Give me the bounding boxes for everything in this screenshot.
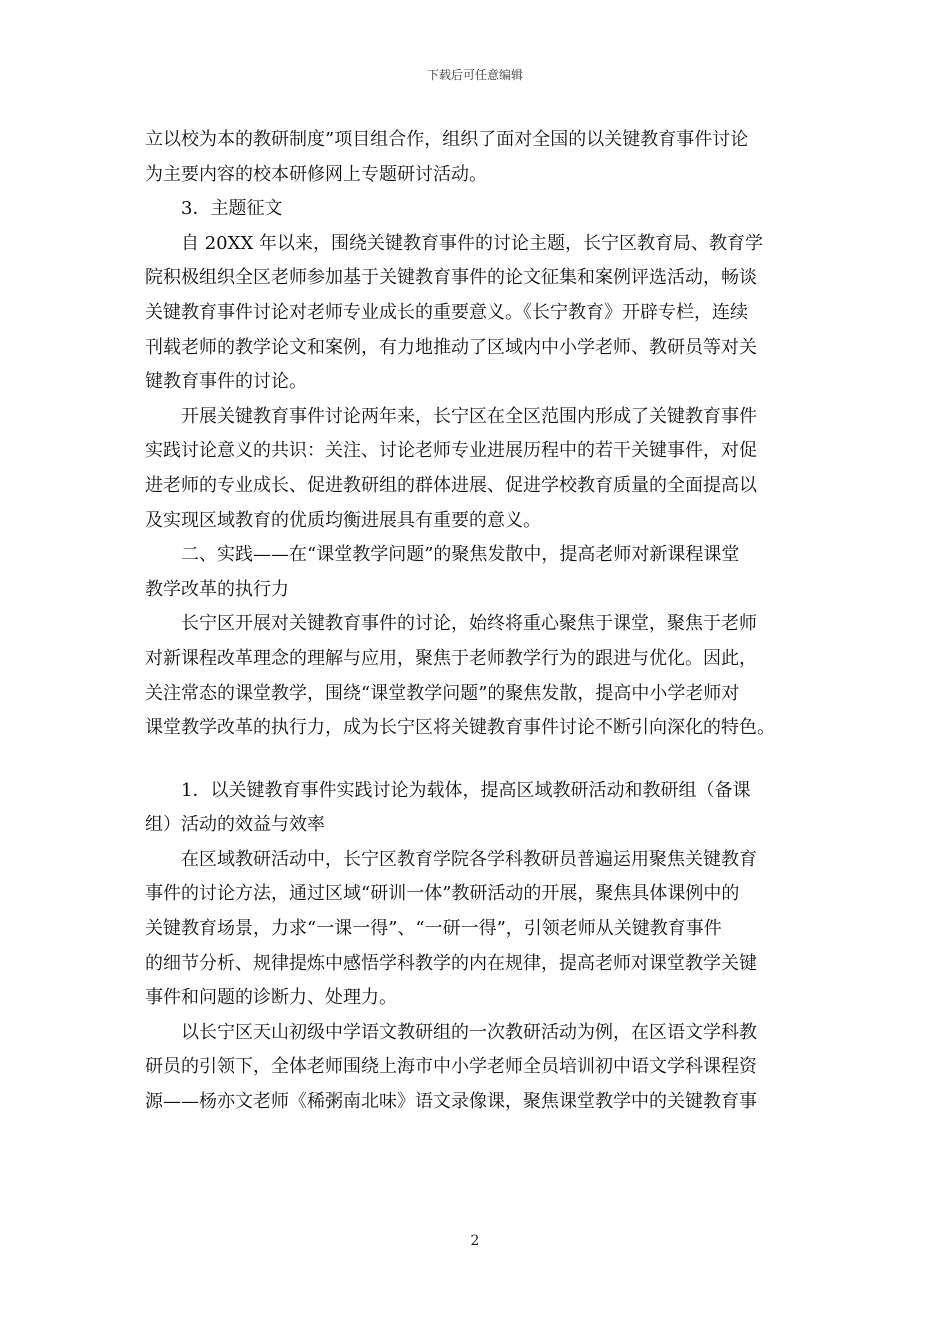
text-line: 关注常态的课堂教学，围绕“课堂教学问题”的聚焦发散，提高中小学老师对 [145, 682, 740, 704]
text-line: 对新课程改革理念的理解与应用，聚焦于老师教学行为的跟进与优化。因此， [145, 647, 757, 669]
page-number: 2 [470, 1233, 480, 1249]
text-line: 在区域教研活动中，长宁区教育学院各学科教研员普遍运用聚焦关键教育 [181, 848, 757, 870]
text-line: 事件和问题的诊断力、处理力。 [145, 987, 397, 1009]
text-line: 关键教育事件讨论对老师专业成长的重要意义。《长宁教育》开辟专栏，连续 [145, 301, 748, 323]
section-heading: 教学改革的执行力 [145, 578, 289, 600]
paragraph-gap [145, 746, 815, 774]
text-line: 课堂教学改革的执行力，成为长宁区将关键教育事件讨论不断引向深化的特色。 [145, 717, 775, 739]
text-line: 立以校为本的教研制度”项目组合作，组织了面对全国的以关键教育事件讨论 [145, 129, 749, 150]
text-line: 开展关键教育事件讨论两年来，长宁区在全区范围内形成了关键教育事件 [181, 405, 757, 427]
text-line: 长宁区开展对关键教育事件的讨论，始终将重心聚焦于课堂，聚焦于老师 [181, 613, 757, 635]
section-heading: 组）活动的效益与效率 [145, 814, 325, 836]
section-heading: 3．主题征文 [181, 198, 283, 220]
text-line: 以长宁区天山初级中学语文教研组的一次教研活动为例，在区语文学科教 [181, 1021, 757, 1043]
text-line: 院积极组织全区老师参加基于关键教育事件的论文征集和案例评选活动，畅谈 [145, 267, 757, 289]
section-heading: 1．以关键教育事件实践讨论为载体，提高区域教研活动和教研组（备课 [181, 779, 751, 801]
section-heading: 二、实践——在“课堂教学问题”的聚焦发散中，提高老师对新课程课堂 [181, 544, 740, 566]
document-body [145, 123, 815, 1120]
page-header: 下载后可任意编辑 [426, 68, 523, 82]
text-line: 事件的讨论方法，通过区域“研训一体”教研活动的开展，聚焦具体课例中的 [145, 883, 740, 905]
text-line: 刊载老师的教学论文和案例，有力地推动了区域内中小学老师、教研员等对关 [145, 336, 757, 358]
text-line: 研员的引领下，全体老师围绕上海市中小学老师全员培训初中语文学科课程资 [145, 1056, 757, 1078]
text-line: 实践讨论意义的共识：关注、讨论老师专业进展历程中的若干关键事件，对促 [145, 440, 757, 462]
text-line: 及实现区域教育的优质均衡进展具有重要的意义。 [145, 509, 541, 531]
text-line: 键教育事件的讨论。 [145, 371, 307, 393]
text-line: 自 20XX 年以来，围绕关键教育事件的讨论主题，长宁区教育局、教育学 [181, 232, 763, 254]
text-line: 的细节分析、规律提炼中感悟学科教学的内在规律，提高老师对课堂教学关键 [145, 952, 757, 974]
text-line: 关键教育场景，力求“一课一得”、“一研一得”，引领老师从关键教育事件 [145, 918, 722, 940]
text-line: 源——杨亦文老师《稀粥南北味》语文录像课，聚焦课堂教学中的关键教育事 [145, 1091, 757, 1113]
text-line: 进老师的专业成长、促进教研组的群体进展、促进学校教育质量的全面提高以 [145, 474, 757, 496]
text-line: 为主要内容的校本研修网上专题研讨活动。 [145, 163, 487, 185]
